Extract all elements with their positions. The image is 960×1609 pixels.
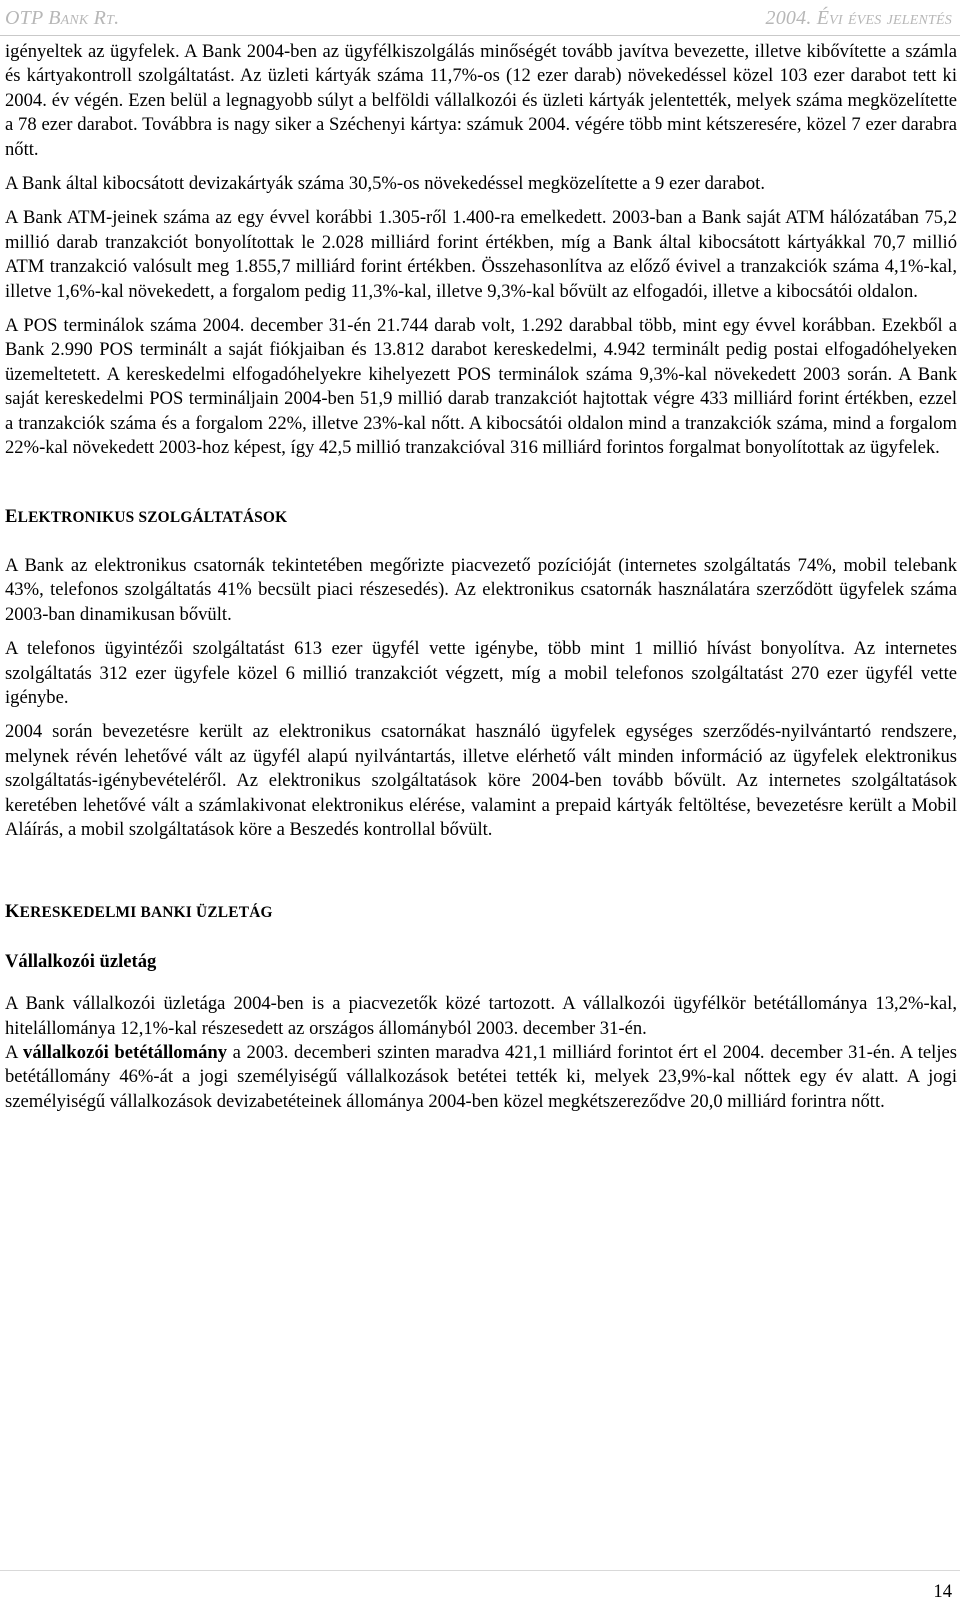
paragraph-cards: igényeltek az ügyfelek. A Bank 2004-ben az ügyfélkiszolgálás minőségét tovább javítva bevezette, illetve kibővítette a számla és kártyakontroll szolgáltatást. Az üzleti kártyák száma 11,7%-os (12 ezer darab) növekedéssel közel 103 ezer darabot tett ki 2004. év végén. Ezen belül a legnagyobb súlyt a belföldi vállalkozói és üzleti kártyák jelentették, melyek száma megközelítette a 78 ezer darabot. Továbbra is nagy siker a Széchenyi kártya: számuk 2004. végére több mint kétszeresére, közel 7 ezer darabra nőtt. — [5, 41, 957, 160]
section-heading-commercial-banking: KERESKEDELMI BANKI ÜZLETÁG — [5, 901, 273, 923]
header-company-name: OTP Bank Rt. — [5, 7, 120, 29]
header-divider — [0, 35, 960, 36]
paragraph-foreign-currency-cards: A Bank által kibocsátott devizakártyák száma 30,5%-os növekedéssel megközelítette a 9 ezer darabot. — [5, 173, 765, 195]
paragraph-corporate-1: A Bank vállalkozói üzletága 2004-ben is a piacvezetők közé tartozott. A vállalkozói ügyfélkör betétállománya 13,2%-kal, hitelállománya 12,1%-kal részesedett az országos állományból 2003. december 31-én. — [5, 993, 957, 1039]
header-report-title: 2004. Évi éves jelentés — [765, 7, 952, 29]
paragraph-electronic-3: 2004 során bevezetésre került az elektronikus csatornákat használó ügyfelek egységes szerződés-nyilvántartó rendszere, melynek révén lehetővé vált az ügyfél alapú nyilvántartás, illetve elérhető vált minden információ az ügyfelek elektronikus szolgáltatás-igénybevételéről. Az elektronikus szolgáltatások köre 2004-ben tovább bővült. Az internetes szolgáltatások keretében lehetővé vált a számlakivonat elektronikus elérése, valamint a prepaid kártyák feltöltése, bevezetésre került a Mobil Aláírás, a mobil szolgáltatások köre a Beszedés kontrollal bővült. — [5, 721, 957, 840]
paragraph-pos: A POS terminálok száma 2004. december 31-én 21.744 darab volt, 1.292 darabbal több, mint egy évvel korábban. Ezekből a Bank 2.990 POS terminált a saját fiókjaiban és 13.812 darabot kereskedelmi, 4.942 terminált pedig postai elfogadóhelyeken üzemeltetett. A kereskedelmi elfogadóhelyekre kihelyezett POS terminálok száma 9,3%-kal növekedett 2003 során. A Bank saját kereskedelmi POS termináljain 2004-ben 51,9 millió darab tranzakciót hajtottak végre 433 milliárd forint értékben, ezzel a tranzakciók száma és a forgalom 22%, illetve 23%-kal nőtt. A kibocsátói oldalon mind a tranzakciók száma, mind a forgalom 22%-kal növekedett 2003-hoz képest, így 42,5 millió tranzakcióval 316 milliárd forintos forgalmat bonyolítottak az ügyfelek. — [5, 315, 957, 459]
subheading-corporate-business: Vállalkozói üzletág — [5, 950, 157, 972]
bold-term-corporate-deposits: vállalkozói betétállomány — [23, 1042, 228, 1063]
document-body — [5, 40, 957, 1124]
paragraph-electronic-1: A Bank az elektronikus csatornák tekintetében megőrizte piacvezető pozícióját (internetes szolgáltatás 74%, mobil telebank 43%, telefonos szolgáltatás 41% becsült piaci részesedés). Az elektronikus csatornák használatára szerződött ügyfelek száma 2003-ban dinamikusan bővült. — [5, 554, 957, 625]
paragraph-corporate-2: A vállalkozói betétállomány a 2003. decemberi szinten maradva 421,1 milliárd forintot ért el 2004. december 31-én. A teljes betétállomány 46%-át a jogi személyiségű vállalkozások betétei tették ki, melyek 23,9%-kal nőttek egy év alatt. A jogi személyiségű vállalkozások devizabetéteinek állománya 2004-ben közel megkétszereződve 20,0 milliárd forintra nőtt. — [5, 1042, 957, 1112]
page-header — [0, 0, 960, 34]
footer-divider — [0, 1570, 960, 1571]
page-number: 14 — [933, 1581, 952, 1602]
paragraph-electronic-2: A telefonos ügyintézői szolgáltatást 613 ezer ügyfél vette igénybe, több mint 1 millió hívást bonyolítva. Az internetes szolgáltatás 312 ezer ügyfele közel 6 millió tranzakciót végzett, míg a mobil telefonos szolgáltatást 270 ezer ügyfél vette igénybe. — [5, 638, 957, 708]
section-heading-electronic-services: ELEKTRONIKUS SZOLGÁLTATÁSOK — [5, 505, 288, 527]
paragraph-atm: A Bank ATM-jeinek száma az egy évvel korábbi 1.305-ről 1.400-ra emelkedett. 2003-ban a Bank saját ATM hálózatában 75,2 millió darab tranzakciót bonyolítottak le 2.028 milliárd forint értékben, míg a Bank által kibocsátott kártyákkal 70,7 millió ATM tranzakció valósult meg 1.855,7 milliárd forint értékben. Összehasonlítva az előző évivel a tranzakciók száma 4,1%-kal, illetve 1,6%-kal növekedett, a forgalom pedig 11,3%-kal, illetve 9,3%-kal bővült az elfogadói, illetve a kibocsátói oldalon. — [5, 207, 957, 302]
